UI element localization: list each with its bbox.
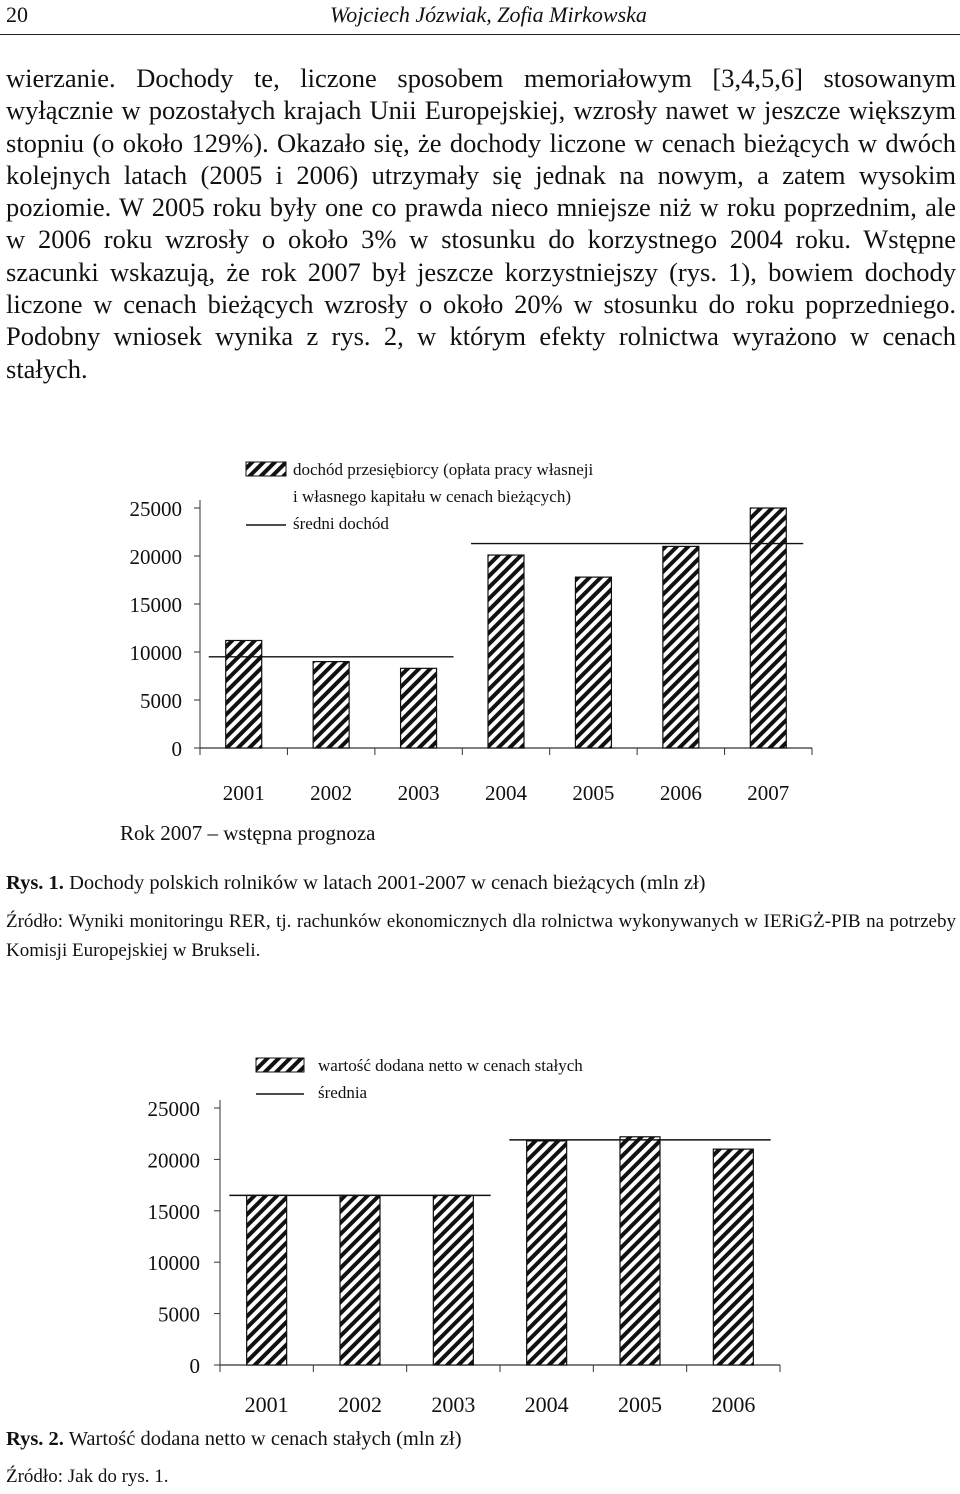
legend-label: średni dochód bbox=[293, 514, 389, 533]
bar-2002 bbox=[313, 662, 349, 748]
x-tick-label: 2007 bbox=[747, 781, 790, 805]
legend-label: wartość dodana netto w cenach stałych bbox=[318, 1056, 583, 1075]
figure-1-caption-label: Rys. 1. bbox=[6, 872, 64, 894]
legend-swatch-bars bbox=[256, 1058, 304, 1072]
y-tick-label: 5000 bbox=[140, 689, 182, 713]
y-tick-label: 0 bbox=[189, 1354, 200, 1378]
chart-note: Rok 2007 – wstępna prognoza bbox=[120, 821, 376, 845]
body-text: wierzanie. Dochody te, liczone sposobem memoriałowym [3,4,5,6] stosowanym wyłącznie w pozostałych krajach Unii Europejskiej, wzrosły nawet w jeszcze większym stopniu (o około 129%). Okazało się, że dochody liczone w cenach bieżących w dwóch kolejnych latach (2005 i 2006) utrzymały się jednak na nowym, a zatem wysokim poziomie. W 2005 roku były one co prawda nieco mniejsze niż w roku poprzednim, ale w 2006 roku wzrosły o około 3% w stosunku do korzystnego 2004 roku. Wstępne szacunki wskazują, że rok 2007 był jeszcze korzystniejszy (rys. 1), bowiem dochody liczone w cenach bieżących wzrosły o około 20% w stosunku do roku poprzedniego. Podobny wniosek wynika z rys. 2, w którym efekty rolnictwa wyrażono w cenach stałych. bbox=[6, 63, 956, 384]
x-tick-label: 2004 bbox=[485, 781, 527, 805]
figure-2-caption-text: Wartość dodana netto w cenach stałych (mln zł) bbox=[68, 1428, 462, 1450]
x-tick-label: 2005 bbox=[618, 1392, 662, 1417]
bar-2003 bbox=[401, 668, 437, 748]
bar-2004 bbox=[527, 1141, 567, 1365]
legend-swatch-bars bbox=[246, 462, 286, 476]
x-tick-label: 2001 bbox=[244, 1392, 289, 1417]
legend-label: i własnego kapitału w cenach bieżących) bbox=[293, 487, 572, 506]
y-tick-label: 10000 bbox=[147, 1251, 200, 1276]
figure-2-caption bbox=[6, 1428, 462, 1451]
figure-2-caption-label: Rys. 2. bbox=[6, 1428, 64, 1450]
body-paragraph bbox=[6, 62, 956, 385]
bar-2005 bbox=[575, 577, 611, 748]
bar-2005 bbox=[620, 1137, 660, 1365]
y-tick-label: 25000 bbox=[129, 497, 182, 521]
x-tick-label: 2003 bbox=[431, 1392, 476, 1417]
y-tick-label: 20000 bbox=[147, 1148, 200, 1173]
bar-2006 bbox=[663, 546, 699, 748]
bar-2001 bbox=[247, 1195, 287, 1365]
y-tick-label: 0 bbox=[171, 737, 182, 761]
x-tick-label: 2002 bbox=[338, 1392, 382, 1417]
x-tick-label: 2006 bbox=[711, 1392, 756, 1417]
figure-2-chart bbox=[0, 1040, 960, 1430]
header-rule bbox=[0, 34, 960, 35]
y-tick-label: 20000 bbox=[129, 545, 182, 569]
x-tick-label: 2004 bbox=[524, 1392, 569, 1417]
x-tick-label: 2002 bbox=[310, 781, 353, 805]
running-head: Wojciech Józwiak, Zofia Mirkowska bbox=[330, 2, 647, 27]
figure-1-caption bbox=[6, 872, 706, 895]
x-tick-label: 2005 bbox=[572, 781, 615, 805]
figure-1-caption-text: Dochody polskich rolników w latach 2001-2007 w cenach bieżących (mln zł) bbox=[69, 872, 706, 894]
page-header bbox=[0, 0, 960, 34]
x-tick-label: 2003 bbox=[397, 781, 440, 805]
bar-2002 bbox=[340, 1195, 380, 1365]
bar-2006 bbox=[713, 1149, 753, 1365]
legend-label: dochód przesiębiorcy (opłata pracy własneji bbox=[293, 460, 594, 479]
figure-1-source: Źródło: Wyniki monitoringu RER, tj. rachunków ekonomicznych dla rolnictwa wykonywanych w IERiGŻ-PIB na potrzeby Komisji Europejskiej w Brukseli. bbox=[6, 911, 956, 961]
y-tick-label: 15000 bbox=[129, 593, 182, 617]
bar-2003 bbox=[433, 1195, 473, 1365]
bar-2004 bbox=[488, 555, 524, 748]
y-tick-label: 25000 bbox=[147, 1097, 200, 1121]
legend-label: średnia bbox=[318, 1083, 368, 1102]
y-tick-label: 15000 bbox=[147, 1199, 200, 1224]
page-number: 20 bbox=[6, 2, 28, 27]
y-tick-label: 10000 bbox=[129, 641, 182, 665]
x-tick-label: 2006 bbox=[659, 781, 702, 805]
figure-2-source: Źródło: Jak do rys. 1. bbox=[6, 1466, 169, 1487]
figure-1-chart bbox=[0, 440, 960, 860]
y-tick-label: 5000 bbox=[158, 1302, 200, 1327]
x-tick-label: 2001 bbox=[222, 781, 265, 805]
